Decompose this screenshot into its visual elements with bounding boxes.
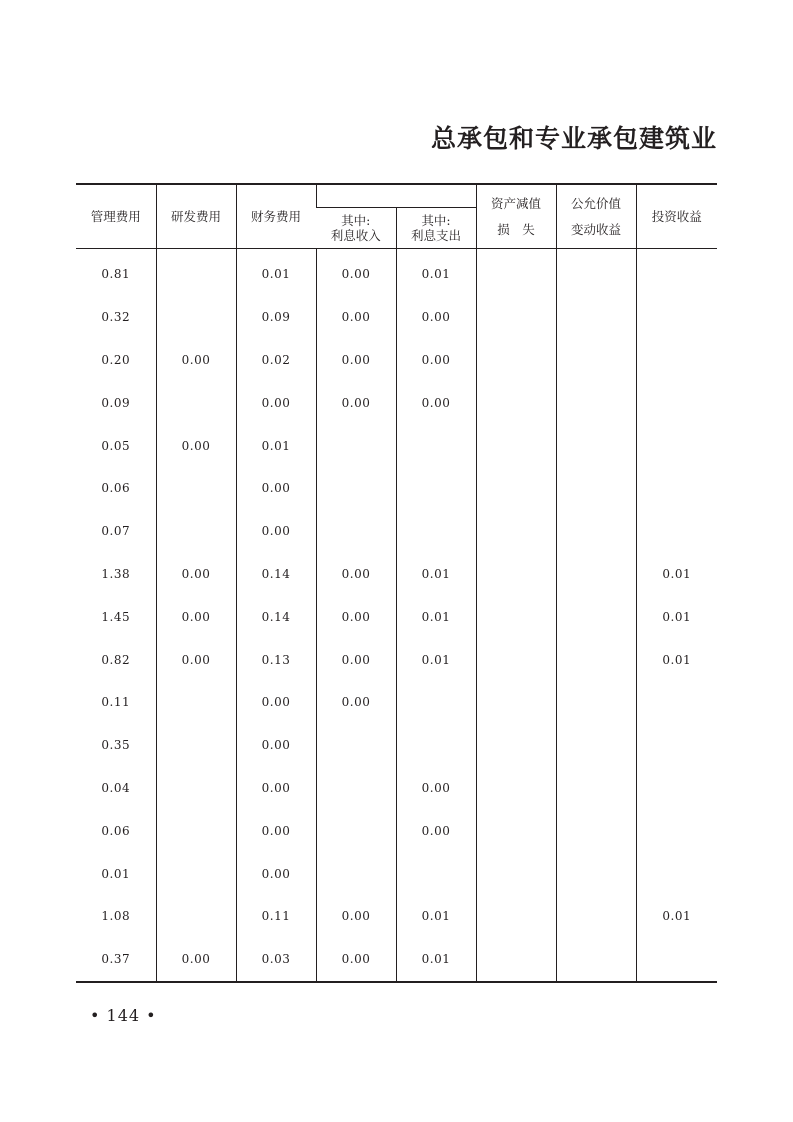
cell-asset-impairment bbox=[476, 424, 556, 467]
cell-asset-impairment bbox=[476, 638, 556, 681]
cell-mgmt-expense: 0.82 bbox=[101, 652, 131, 667]
cell-rd-expense: 0.00 bbox=[156, 339, 236, 382]
table-body bbox=[76, 249, 717, 982]
cell-finance-expense: 0.00 bbox=[236, 510, 316, 553]
cell-finance-expense: 0.09 bbox=[236, 296, 316, 339]
cell-fair-value-change bbox=[556, 296, 636, 339]
cell-interest-income bbox=[316, 852, 396, 895]
cell-rd-expense: 0.00 bbox=[156, 595, 236, 638]
cell-interest-expense: 0.01 bbox=[396, 249, 476, 296]
table-row bbox=[76, 809, 717, 852]
cell-rd-expense bbox=[156, 767, 236, 810]
data-table bbox=[76, 183, 717, 983]
table-row bbox=[76, 895, 717, 938]
cell-interest-expense bbox=[396, 681, 476, 724]
cell-asset-impairment bbox=[476, 510, 556, 553]
cell-interest-expense: 0.00 bbox=[396, 809, 476, 852]
cell-interest-income bbox=[316, 809, 396, 852]
cell-asset-impairment bbox=[476, 767, 556, 810]
cell-finance-expense: 0.00 bbox=[236, 767, 316, 810]
cell-interest-income bbox=[316, 424, 396, 467]
cell-fair-value-change bbox=[556, 767, 636, 810]
cell-interest-income bbox=[316, 724, 396, 767]
cell-mgmt-expense: 0.05 bbox=[101, 438, 131, 453]
cell-investment-income bbox=[636, 467, 717, 510]
cell-investment-income bbox=[636, 339, 717, 382]
cell-mgmt-expense: 0.06 bbox=[101, 481, 131, 496]
cell-investment-income bbox=[636, 510, 717, 553]
cell-interest-income: 0.00 bbox=[316, 296, 396, 339]
cell-fair-value-change bbox=[556, 681, 636, 724]
cell-asset-impairment bbox=[476, 249, 556, 296]
cell-interest-expense: 0.01 bbox=[396, 638, 476, 681]
cell-interest-income bbox=[316, 510, 396, 553]
cell-mgmt-expense: 0.37 bbox=[76, 938, 156, 982]
cell-finance-expense: 0.01 bbox=[236, 424, 316, 467]
table-row bbox=[76, 424, 717, 467]
cell-investment-income: 0.01 bbox=[636, 553, 717, 596]
cell-finance-expense: 0.14 bbox=[236, 553, 316, 596]
cell-investment-income bbox=[636, 724, 717, 767]
cell-mgmt-expense: 0.04 bbox=[101, 780, 131, 795]
cell-asset-impairment bbox=[476, 467, 556, 510]
cell-fair-value-change bbox=[556, 595, 636, 638]
cell-interest-expense: 0.01 bbox=[396, 938, 476, 982]
table-row bbox=[76, 595, 717, 638]
cell-interest-expense bbox=[396, 467, 476, 510]
cell-mgmt-expense: 1.08 bbox=[101, 909, 131, 924]
header-mgmt-expense: 管理费用 bbox=[76, 184, 156, 249]
cell-fair-value-change bbox=[556, 638, 636, 681]
cell-interest-expense bbox=[396, 424, 476, 467]
cell-interest-income: 0.00 bbox=[316, 381, 396, 424]
cell-investment-income bbox=[636, 809, 717, 852]
cell-rd-expense bbox=[156, 681, 236, 724]
cell-rd-expense bbox=[156, 249, 236, 296]
cell-interest-income bbox=[316, 767, 396, 810]
page-number: • 144 • bbox=[90, 1006, 157, 1025]
cell-finance-expense: 0.00 bbox=[236, 809, 316, 852]
cell-rd-expense bbox=[156, 296, 236, 339]
cell-investment-income bbox=[636, 767, 717, 810]
cell-rd-expense bbox=[156, 510, 236, 553]
cell-interest-income: 0.00 bbox=[316, 553, 396, 596]
data-table-container bbox=[76, 183, 717, 983]
cell-interest-expense: 0.00 bbox=[396, 296, 476, 339]
header-fair-value-change: 公允价值 变动收益 bbox=[556, 184, 636, 249]
cell-interest-expense: 0.00 bbox=[396, 339, 476, 382]
table-row bbox=[76, 681, 717, 724]
cell-rd-expense bbox=[156, 381, 236, 424]
cell-interest-expense bbox=[396, 724, 476, 767]
cell-interest-income: 0.00 bbox=[316, 339, 396, 382]
cell-mgmt-expense: 0.11 bbox=[101, 695, 131, 710]
cell-finance-expense: 0.00 bbox=[236, 381, 316, 424]
cell-interest-income: 0.00 bbox=[316, 638, 396, 681]
cell-asset-impairment bbox=[476, 681, 556, 724]
cell-investment-income bbox=[636, 852, 717, 895]
cell-interest-expense: 0.01 bbox=[396, 895, 476, 938]
cell-investment-income bbox=[636, 296, 717, 339]
cell-finance-expense: 0.01 bbox=[236, 249, 316, 296]
header-finance-group-blank bbox=[316, 184, 476, 208]
cell-finance-expense: 0.00 bbox=[236, 467, 316, 510]
cell-rd-expense: 0.00 bbox=[156, 638, 236, 681]
cell-investment-income bbox=[636, 424, 717, 467]
cell-asset-impairment bbox=[476, 809, 556, 852]
cell-rd-expense bbox=[156, 852, 236, 895]
cell-mgmt-expense: 0.06 bbox=[101, 823, 131, 838]
header-interest-expense: 其中: 利息支出 bbox=[396, 208, 476, 249]
cell-asset-impairment bbox=[476, 595, 556, 638]
table-row bbox=[76, 938, 717, 982]
cell-asset-impairment bbox=[476, 339, 556, 382]
cell-interest-expense: 0.00 bbox=[396, 767, 476, 810]
table-row bbox=[76, 296, 717, 339]
cell-fair-value-change bbox=[556, 553, 636, 596]
cell-fair-value-change bbox=[556, 938, 636, 982]
cell-investment-income: 0.01 bbox=[636, 595, 717, 638]
table-row bbox=[76, 638, 717, 681]
cell-fair-value-change bbox=[556, 249, 636, 296]
cell-rd-expense bbox=[156, 467, 236, 510]
header-asset-impairment: 资产减值 损 失 bbox=[476, 184, 556, 249]
cell-mgmt-expense: 0.81 bbox=[101, 267, 131, 282]
cell-finance-expense: 0.03 bbox=[236, 938, 316, 982]
cell-mgmt-expense: 0.07 bbox=[101, 524, 131, 539]
cell-mgmt-expense: 0.01 bbox=[101, 866, 131, 881]
cell-investment-income: 0.01 bbox=[636, 638, 717, 681]
header-finance-expense: 财务费用 bbox=[236, 184, 316, 249]
header-rd-expense: 研发费用 bbox=[156, 184, 236, 249]
cell-finance-expense: 0.00 bbox=[236, 681, 316, 724]
cell-finance-expense: 0.11 bbox=[236, 895, 316, 938]
header-interest-income: 其中: 利息收入 bbox=[316, 208, 396, 249]
cell-rd-expense bbox=[156, 809, 236, 852]
cell-finance-expense: 0.13 bbox=[236, 638, 316, 681]
cell-mgmt-expense: 0.32 bbox=[101, 310, 131, 325]
cell-rd-expense bbox=[156, 724, 236, 767]
cell-interest-expense: 0.01 bbox=[396, 595, 476, 638]
table-row bbox=[76, 381, 717, 424]
cell-fair-value-change bbox=[556, 724, 636, 767]
table-row bbox=[76, 339, 717, 382]
cell-interest-income: 0.00 bbox=[316, 595, 396, 638]
cell-interest-expense bbox=[396, 510, 476, 553]
table-row bbox=[76, 852, 717, 895]
cell-finance-expense: 0.02 bbox=[236, 339, 316, 382]
cell-asset-impairment bbox=[476, 895, 556, 938]
cell-interest-income: 0.00 bbox=[316, 895, 396, 938]
cell-rd-expense bbox=[156, 895, 236, 938]
cell-rd-expense: 0.00 bbox=[156, 553, 236, 596]
cell-finance-expense: 0.14 bbox=[236, 595, 316, 638]
table-row bbox=[76, 467, 717, 510]
cell-mgmt-expense: 0.09 bbox=[101, 395, 131, 410]
cell-fair-value-change bbox=[556, 895, 636, 938]
cell-finance-expense: 0.00 bbox=[236, 724, 316, 767]
cell-interest-income: 0.00 bbox=[316, 249, 396, 296]
cell-interest-income: 0.00 bbox=[316, 681, 396, 724]
cell-rd-expense: 0.00 bbox=[156, 424, 236, 467]
cell-fair-value-change bbox=[556, 339, 636, 382]
cell-finance-expense: 0.00 bbox=[236, 852, 316, 895]
cell-fair-value-change bbox=[556, 809, 636, 852]
table-row bbox=[76, 767, 717, 810]
cell-asset-impairment bbox=[476, 381, 556, 424]
cell-interest-income bbox=[316, 467, 396, 510]
cell-fair-value-change bbox=[556, 510, 636, 553]
cell-asset-impairment bbox=[476, 852, 556, 895]
cell-fair-value-change bbox=[556, 381, 636, 424]
cell-fair-value-change bbox=[556, 852, 636, 895]
cell-investment-income bbox=[636, 681, 717, 724]
cell-investment-income bbox=[636, 938, 717, 982]
table-row bbox=[76, 510, 717, 553]
cell-asset-impairment bbox=[476, 296, 556, 339]
table-row bbox=[76, 249, 717, 296]
cell-mgmt-expense: 1.45 bbox=[101, 609, 131, 624]
cell-interest-income: 0.00 bbox=[316, 938, 396, 982]
cell-asset-impairment bbox=[476, 553, 556, 596]
cell-fair-value-change bbox=[556, 467, 636, 510]
cell-interest-expense bbox=[396, 852, 476, 895]
cell-investment-income bbox=[636, 249, 717, 296]
header-investment-income: 投资收益 bbox=[636, 184, 717, 249]
cell-asset-impairment bbox=[476, 724, 556, 767]
cell-interest-expense: 0.00 bbox=[396, 381, 476, 424]
cell-fair-value-change bbox=[556, 424, 636, 467]
cell-investment-income bbox=[636, 381, 717, 424]
cell-mgmt-expense: 0.20 bbox=[101, 352, 131, 367]
table-row bbox=[76, 553, 717, 596]
cell-rd-expense: 0.00 bbox=[156, 938, 236, 982]
cell-investment-income: 0.01 bbox=[636, 895, 717, 938]
cell-interest-expense: 0.01 bbox=[396, 553, 476, 596]
table-row bbox=[76, 724, 717, 767]
cell-asset-impairment bbox=[476, 938, 556, 982]
page-title: 总承包和专业承包建筑业 bbox=[430, 124, 717, 153]
cell-mgmt-expense: 1.38 bbox=[101, 566, 131, 581]
cell-mgmt-expense: 0.35 bbox=[101, 738, 131, 753]
